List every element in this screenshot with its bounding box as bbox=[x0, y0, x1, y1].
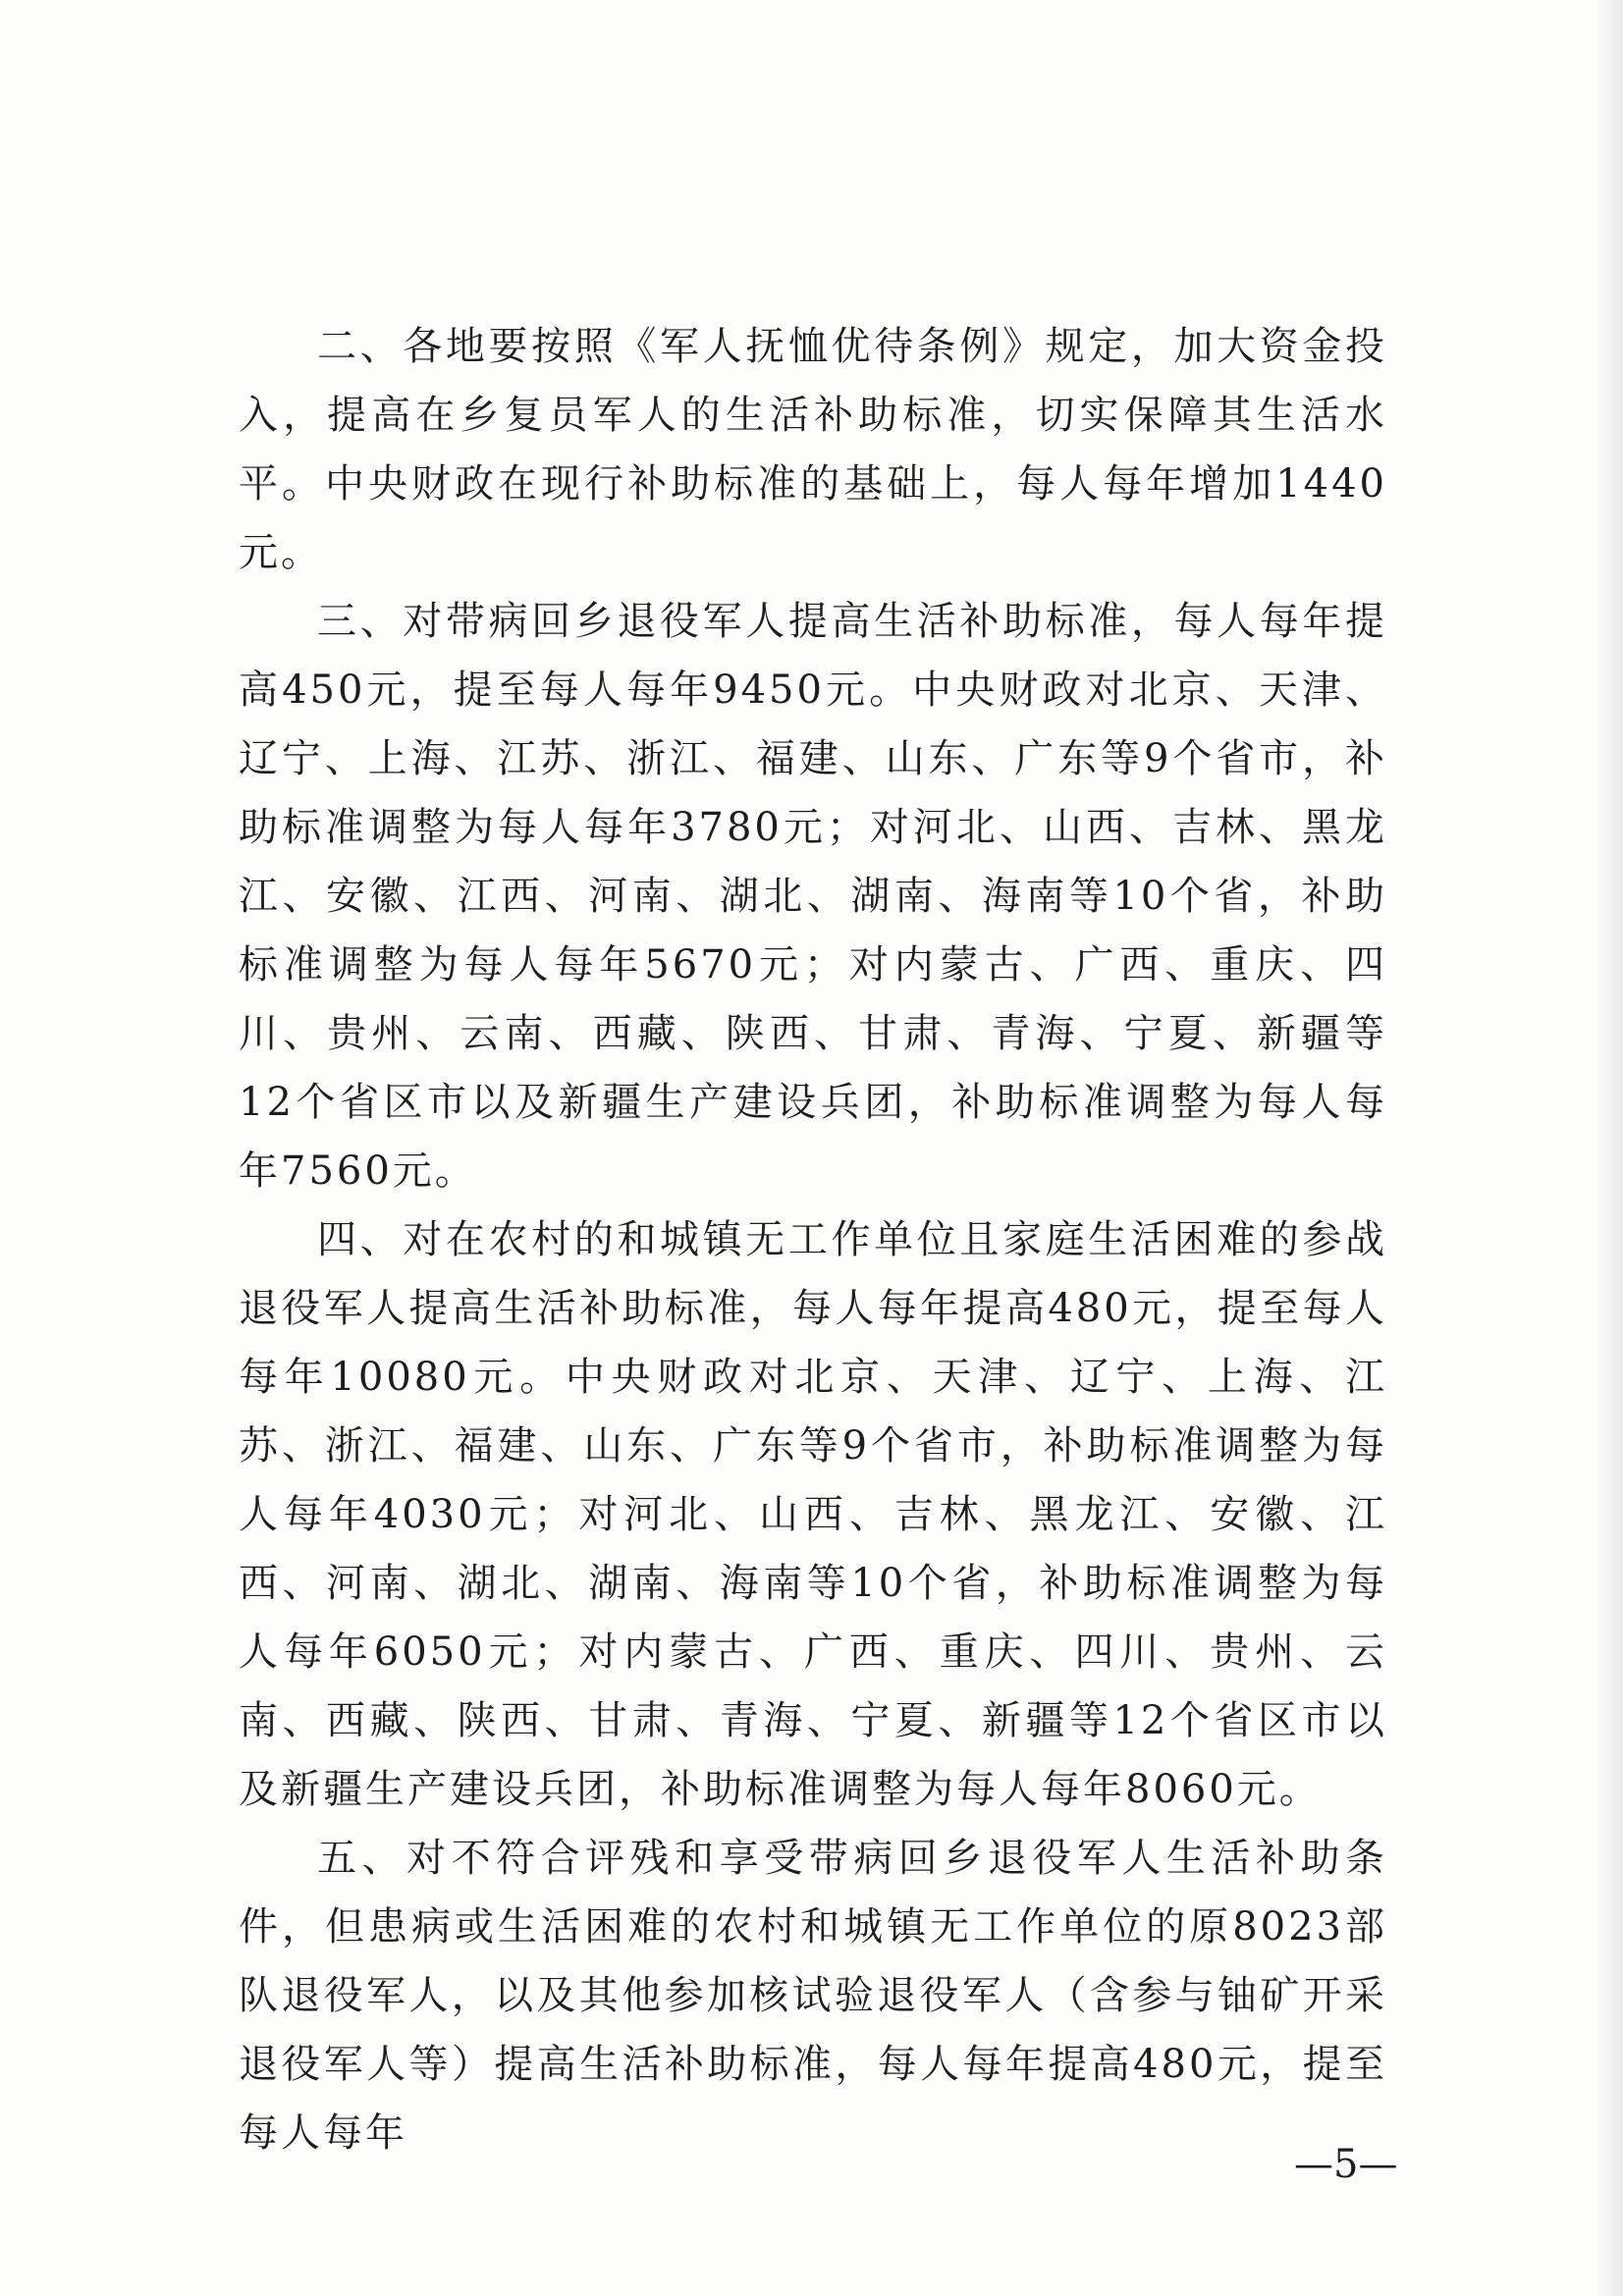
page-number: —5— bbox=[1294, 2142, 1398, 2187]
paragraph-4: 四、对在农村的和城镇无工作单位且家庭生活困难的参战退役军人提高生活补助标准，每人每年提高480元，提至每人每年10080元。中央财政对北京、天津、辽宁、上海、江苏、浙江、福建、山东、广东等9个省市，补助标准调整为每人每年4030元；对河北、山西、吉林、黑龙江、安徽、江西、河南、湖北、湖南、海南等10个省，补助标准调整为每人每年6050元；对内蒙古、广西、重庆、四川、贵州、云南、西藏、陕西、甘肃、青海、宁夏、新疆等12个省区市以及新疆生产建设兵团，补助标准调整为每人每年8060元。 bbox=[239, 1217, 1387, 1812]
paragraph-3: 三、对带病回乡退役军人提高生活补助标准，每人每年提高450元，提至每人每年9450元。中央财政对北京、天津、辽宁、上海、江苏、浙江、福建、山东、广东等9个省市，补助标准调整为每人每年3780元；对河北、山西、吉林、黑龙江、安徽、江西、河南、湖北、湖南、海南等10个省，补助标准调整为每人每年5670元；对内蒙古、广西、重庆、四川、贵州、云南、西藏、陕西、甘肃、青海、宁夏、新疆等12个省区市以及新疆生产建设兵团，补助标准调整为每人每年7560元。 bbox=[239, 599, 1387, 1194]
paragraph-5: 五、对不符合评残和享受带病回乡退役军人生活补助条件，但患病或生活困难的农村和城镇无工作单位的原8023部队退役军人，以及其他参加核试验退役军人（含参与铀矿开采退役军人等）提高生活补助标准，每人每年提高480元，提至每人每年 bbox=[239, 1836, 1387, 2156]
paragraph-2: 二、各地要按照《军人抚恤优待条例》规定，加大资金投入，提高在乡复员军人的生活补助标准，切实保障其生活水平。中央财政在现行补助标准的基础上，每人每年增加1440元。 bbox=[239, 324, 1387, 575]
page-edge-shadow bbox=[1594, 0, 1623, 2296]
document-body bbox=[239, 312, 1387, 2167]
